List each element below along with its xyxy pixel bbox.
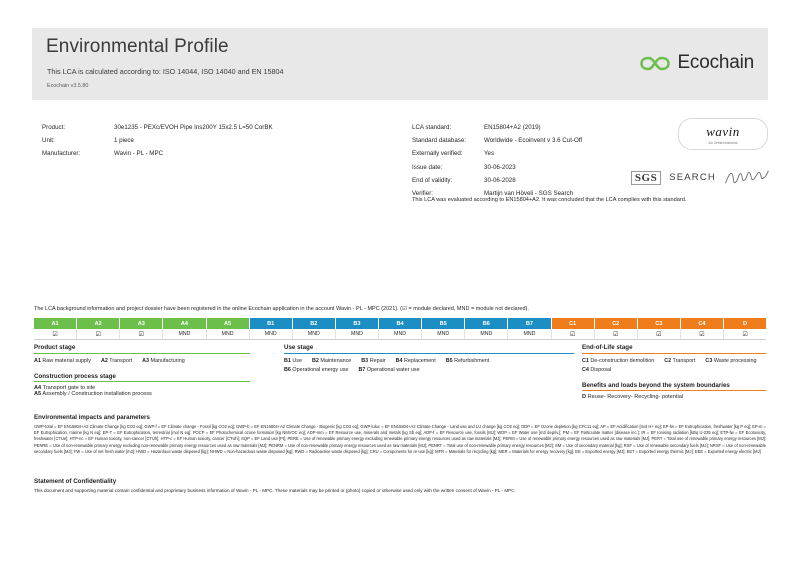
module-status-c3: ☑ <box>638 329 681 339</box>
meta-label: Externally verified: <box>412 150 463 158</box>
module-status-b6: MND <box>465 329 508 339</box>
meta-row <box>42 150 362 158</box>
use-stage-title: Use stage <box>284 344 574 354</box>
eol-stage-items-row2 <box>582 366 766 375</box>
wavin-wordmark: wavin <box>706 123 740 139</box>
environmental-impacts-section <box>34 414 766 455</box>
stage-item-label: Transport <box>109 357 133 364</box>
impacts-title: Environmental impacts and parameters <box>34 414 150 421</box>
meta-row <box>42 137 362 145</box>
stage-item <box>284 357 302 366</box>
module-header-b5: B5 <box>422 318 465 329</box>
eol-stage-items-row1 <box>582 357 766 366</box>
product-stage-items <box>34 357 250 366</box>
module-header-d: D <box>724 318 766 329</box>
module-status-a2: ☑ <box>77 329 120 339</box>
stage-item-label: Transport gate to site <box>42 385 96 391</box>
use-stage-items-row1 <box>284 357 574 366</box>
stage-item-code: B6 <box>284 366 291 373</box>
stage-item <box>705 357 756 366</box>
module-header-c2: C2 <box>595 318 638 329</box>
module-header-b2: B2 <box>293 318 336 329</box>
document-header <box>32 28 768 100</box>
stage-item <box>284 366 348 375</box>
product-stage-column <box>34 344 250 397</box>
confidentiality-title: Statement of Confidentiality <box>34 478 117 485</box>
module-status-b7: MND <box>508 329 551 339</box>
stage-item-label: Replacement <box>403 357 436 364</box>
meta-value: 1 piece <box>114 137 134 145</box>
verification-statement: This LCA was evaluated according to EN15804+A2. It was concluded that the LCA complies with this standard. <box>412 197 687 203</box>
module-header-c4: C4 <box>681 318 724 329</box>
stage-item-code: B5 <box>445 357 453 364</box>
stage-item-label: Operational energy use <box>292 366 349 373</box>
stage-item-code: A1 <box>34 357 41 364</box>
stage-item <box>358 366 419 375</box>
stage-item <box>361 357 385 366</box>
meta-value: EN15804+A2 (2019) <box>484 124 541 131</box>
stage-item-label: Raw material supply <box>42 357 91 364</box>
stage-item-label: Reuse- Recovery- Recycling- potential <box>587 394 684 400</box>
stage-item-code: C1 <box>582 357 589 364</box>
stage-item-label: Disposal <box>590 366 612 373</box>
meta-label: Unit: <box>42 137 55 145</box>
module-header-a4: A4 <box>163 318 206 329</box>
benefits-loads-title: Benefits and loads beyond the system boundaries <box>582 382 766 392</box>
meta-row <box>412 150 732 158</box>
stage-item <box>142 357 185 366</box>
stage-item-code: A3 <box>142 357 150 364</box>
stage-item <box>34 391 250 397</box>
stage-item <box>312 357 351 366</box>
module-status-c1: ☑ <box>552 329 595 339</box>
modules-status-row <box>34 329 766 340</box>
stage-item-code: B3 <box>361 357 369 364</box>
meta-value: 30-06-2028 <box>484 176 516 184</box>
module-status-a5: MND <box>207 329 250 339</box>
stage-item <box>101 357 132 366</box>
module-status-c4: ☑ <box>681 329 724 339</box>
meta-label: Issue date: <box>412 163 443 171</box>
stage-item <box>664 357 695 366</box>
modules-header-row <box>34 318 766 329</box>
eol-stage-title: End-of-Life stage <box>582 344 766 354</box>
module-status-b5: MND <box>422 329 465 339</box>
construction-stage-title: Construction process stage <box>34 373 250 383</box>
stage-item-label: Maintenance <box>320 357 352 364</box>
stage-item-label: Refurbishment <box>454 357 490 364</box>
stage-item-code: A5 <box>34 391 42 397</box>
meta-label: Manufacturer: <box>42 150 81 158</box>
meta-value: Worldwide - Ecoinvent v 3.6 Cut-Off <box>484 137 583 145</box>
stage-item-code: A4 <box>34 385 42 391</box>
module-header-b6: B6 <box>465 318 508 329</box>
module-status-b4: MND <box>379 329 422 339</box>
module-header-a3: A3 <box>120 318 163 329</box>
module-header-b4: B4 <box>379 318 422 329</box>
module-header-c1: C1 <box>552 318 595 329</box>
search-wordmark: SEARCH <box>669 172 716 183</box>
stage-item-label: Operational water use <box>366 366 420 373</box>
stage-item <box>396 357 436 366</box>
stage-item-code: B7 <box>358 366 366 373</box>
meta-label: LCA standard: <box>412 124 452 131</box>
meta-label: End of validity: <box>412 176 453 184</box>
ecochain-brand <box>640 52 754 74</box>
stage-item-code: B4 <box>395 357 403 364</box>
stage-item-label: Assembly / Construction installation process <box>42 391 152 397</box>
certification-row <box>631 168 770 187</box>
benefits-loads-block <box>582 382 766 401</box>
stage-item-code: B2 <box>312 357 319 364</box>
stage-item-code: B1 <box>284 357 291 364</box>
confidentiality-text: This document and supporting material contain confidential and proprietary business information of Wavin - PL - MPC. These materials may be printed or (photo) copied or otherwise used only with the written consent of Wavin - PL - MPC. <box>34 488 516 493</box>
use-stage-column <box>284 344 574 375</box>
meta-label: Standard database: <box>412 137 467 145</box>
module-status-c2: ☑ <box>595 329 638 339</box>
module-status-a3: ☑ <box>120 329 163 339</box>
use-stage-items-row2 <box>284 366 574 375</box>
stage-item-code: C2 <box>664 357 672 364</box>
stage-item <box>582 394 766 400</box>
sgs-logo: SGS <box>631 171 661 185</box>
impacts-text: GWP-total = EF EN15804+A2 Climate Change [kg CO2 eq]; GWP-f = EF Climate change - Fossil [kg CO2 eq]; GWP-b = EF EN15804+A2 Climate Change - Biogenic [kg CO2 eq]; GWP-luluc = EF EN15804+A2 Climate Change - Land use and LU change [kg CO2 eq]; ODP = EF Ozone depletion [kg CFC11 eq]; AP = EF Acidification [mol H+ eq]; EP-fw = EF Eutrophication, freshwater [kg P eq]; EP-m = EF Eutrophication, marine [kg N eq]; EP-T = EF Eutrophication, terrestrial [mol N eq]; POCP = EF Photochemical ozone formation [kg NMVOC eq]; ADP-mm = EF Resource use, minerals and metals [kg Sb eq]; ADP-f = EF Resource use, fossils [MJ]; WDP = EF Water use [m3 depriv.]; PM = EF Particulate matter [disease inc.]; IR = EF Ionising radiation [kBq U-235 eq]; ETP-fw = EF Ecotoxicity, freshwater [CTUe]; HTP-nc = EF Human toxicity, non-cancer [CTUh]; HTP-c = EF Human toxicity, cancer [CTUh]; SQP = EF Land use [Pt]; PERE = Use of renewable primary energy excluding renewable primary energy resources used as raw materials [MJ]; PERM = Use of renewable primary energy resources used as raw materials [MJ]; PERT = Total use of renewable primary energy resources [MJ]; PENRE = Use of non-renewable primary energy excluding non-renewable primary energy resources used as raw materials [MJ]; PENRM = Use of non-renewable primary energy resources used as raw materials [MJ]; PENRT = Total use of non-renewable primary energy resources [MJ]; SM = Use of secondary material [kg]; RSF = Use of renewable secondary fuels [MJ]; NRSF = Use of non-renewable secondary fuels [MJ]; FW = Use of net fresh water [m3]; HWD = Hazardous waste disposed [kg]; NHWD = Non-hazardous waste disposed [kg]; RWD = Radioactive waste disposed [kg]; CRU = Components for re-use [kg]; MFR = Materials for recycling [kg]; MER = Materials for energy recovery [kg]; EE = Exported energy [MJ]; EET = Exported energy thermic [MJ]; EEE = Exported energy electric [MJ] <box>34 424 766 454</box>
verifier-signature-icon <box>723 166 771 190</box>
manufacturer-logo <box>678 118 768 150</box>
stage-item-code: A2 <box>100 357 108 364</box>
stage-item <box>34 357 91 366</box>
module-status-a4: MND <box>163 329 206 339</box>
stage-item-code: C4 <box>582 366 589 373</box>
stage-item-label: De-construction demolition <box>590 357 655 364</box>
meta-value: 30-06-2023 <box>484 163 516 171</box>
module-header-a2: A2 <box>77 318 120 329</box>
confidentiality-section <box>34 478 766 495</box>
page-title: Environmental Profile <box>46 36 229 57</box>
stage-item <box>446 357 489 366</box>
eol-stage-column <box>582 344 766 400</box>
stage-item-code: C3 <box>705 357 713 364</box>
product-meta-left <box>42 124 362 164</box>
meta-value: Yes <box>484 150 495 158</box>
module-header-c3: C3 <box>638 318 681 329</box>
stage-item-code: D <box>582 394 587 400</box>
meta-row <box>42 124 362 132</box>
module-status-b2: MND <box>293 329 336 339</box>
module-header-b1: B1 <box>250 318 293 329</box>
module-header-b3: B3 <box>336 318 379 329</box>
registration-note: The LCA background information and project dossier have been registered in the online Ecochain application in the account Wavin - PL - MPC (2021). (☑ = module declared, MND = module not declared). <box>34 306 529 312</box>
stage-item <box>582 366 611 375</box>
meta-label: Verifier: <box>412 189 433 197</box>
infinity-logo-icon <box>640 55 670 72</box>
module-header-a1: A1 <box>34 318 77 329</box>
construction-process-stage <box>34 373 250 398</box>
module-status-b1: MND <box>250 329 293 339</box>
stage-item-label: Repair <box>369 357 386 364</box>
module-status-b3: MND <box>336 329 379 339</box>
wavin-tagline: An Orbia business <box>708 140 738 145</box>
stage-item-label: Waste processing <box>713 357 757 364</box>
header-subtitle: This LCA is calculated according to: ISO 14044, ISO 14040 and EN 15804 <box>47 67 284 76</box>
meta-value: Wavin - PL - MPC <box>114 150 164 158</box>
brand-name: Ecochain <box>677 52 754 73</box>
meta-label: Product: <box>42 124 66 131</box>
stage-item-label: Manufacturing <box>150 357 185 364</box>
stage-item-label: Transport <box>672 357 696 364</box>
product-stage-title: Product stage <box>34 344 250 354</box>
stage-item-label: Use <box>292 357 302 364</box>
app-version: Ecochain v3.5.80 <box>47 83 89 89</box>
modules-table <box>34 318 766 340</box>
stage-item <box>582 357 654 366</box>
module-header-b7: B7 <box>508 318 551 329</box>
module-status-a1: ☑ <box>34 329 77 339</box>
meta-value: 30e1235 - PEXc/EVOH Pipe Ins200Y 15x2.5 L=50 CorBK <box>114 124 273 131</box>
module-header-a5: A5 <box>207 318 250 329</box>
module-status-d: ☑ <box>742 331 748 338</box>
construction-stage-items <box>34 385 250 397</box>
meta-value: Martijn van Höveli - SGS Search <box>484 189 574 197</box>
